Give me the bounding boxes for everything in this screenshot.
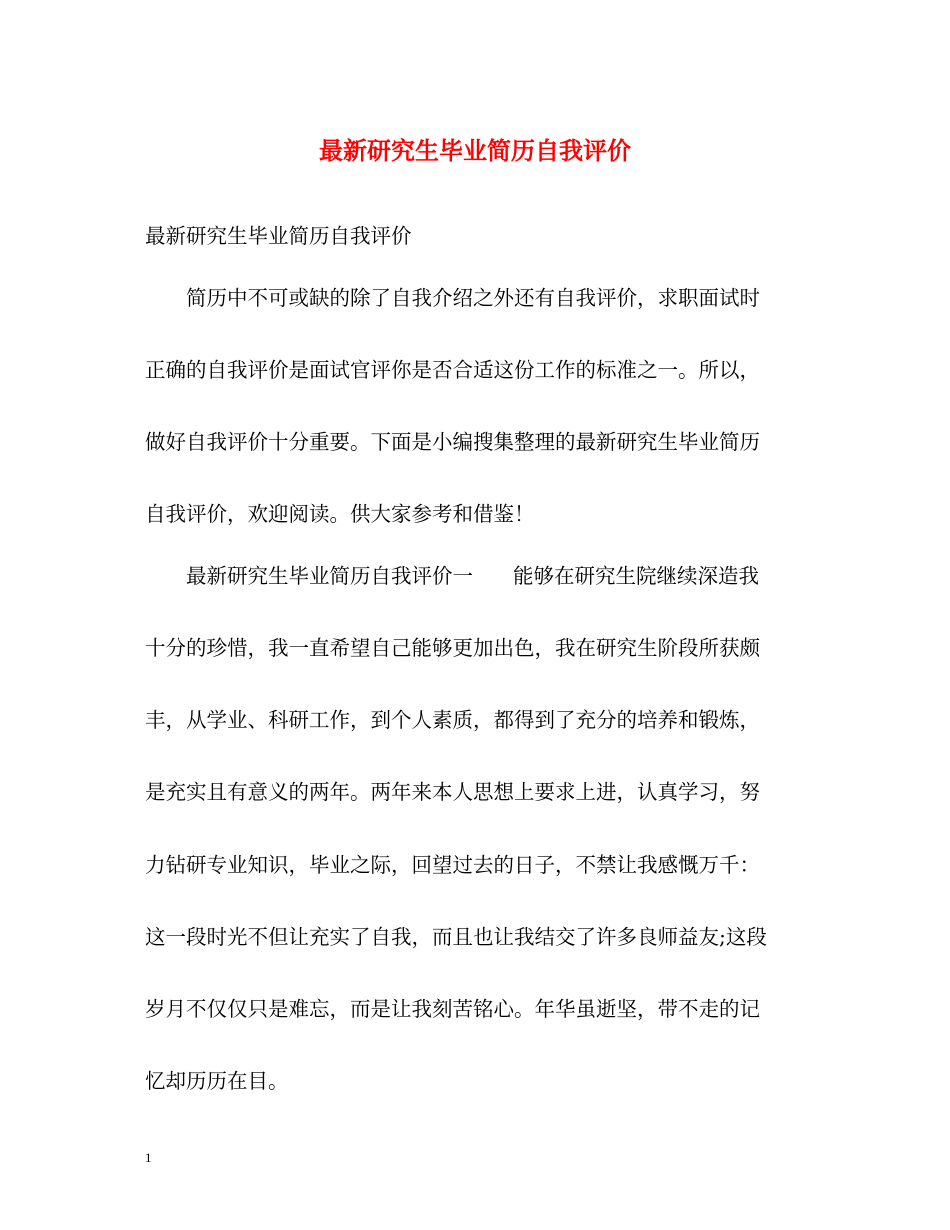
paragraph-line: 岁月不仅仅只是难忘，而是让我刻苦铭心。年华虽逝坚，带不走的记 — [145, 997, 760, 1021]
paragraph-line: 忆却历历在目。 — [145, 1069, 289, 1093]
paragraph-line: 丰，从学业、科研工作，到个人素质，都得到了充分的培养和锻炼， — [145, 708, 760, 732]
section-heading: 最新研究生毕业简历自我评价一 — [186, 564, 473, 588]
paragraph-line: 力钻研专业知识，毕业之际，回望过去的日子，不禁让我感慨万千： — [145, 853, 760, 877]
document-title: 最新研究生毕业简历自我评价 — [319, 136, 631, 165]
paragraph-line: 做好自我评价十分重要。下面是小编搜集整理的最新研究生毕业简历 — [145, 430, 760, 454]
paragraph-line: 十分的珍惜，我一直希望自己能够更加出色，我在研究生阶段所获颇 — [145, 636, 760, 660]
paragraph-line: 简历中不可或缺的除了自我介绍之外还有自我评价，求职面试时 — [186, 286, 760, 310]
paragraph-line: 这一段时光不但让充实了自我，而且也让我结交了许多良师益友;这段 — [145, 925, 767, 949]
document-subtitle: 最新研究生毕业简历自我评价 — [145, 224, 412, 248]
paragraph-line: 是充实且有意义的两年。两年来本人思想上要求上进，认真学习，努 — [145, 780, 760, 804]
paragraph-line: 自我评价，欢迎阅读。供大家参考和借鉴！ — [145, 502, 535, 526]
page-number: 1 — [145, 1150, 152, 1165]
paragraph-line — [186, 561, 759, 591]
paragraph-text: 能够在研究生院继续深造我 — [513, 564, 759, 588]
paragraph-line: 正确的自我评价是面试官评你是否合适这份工作的标准之一。所以， — [145, 358, 760, 382]
